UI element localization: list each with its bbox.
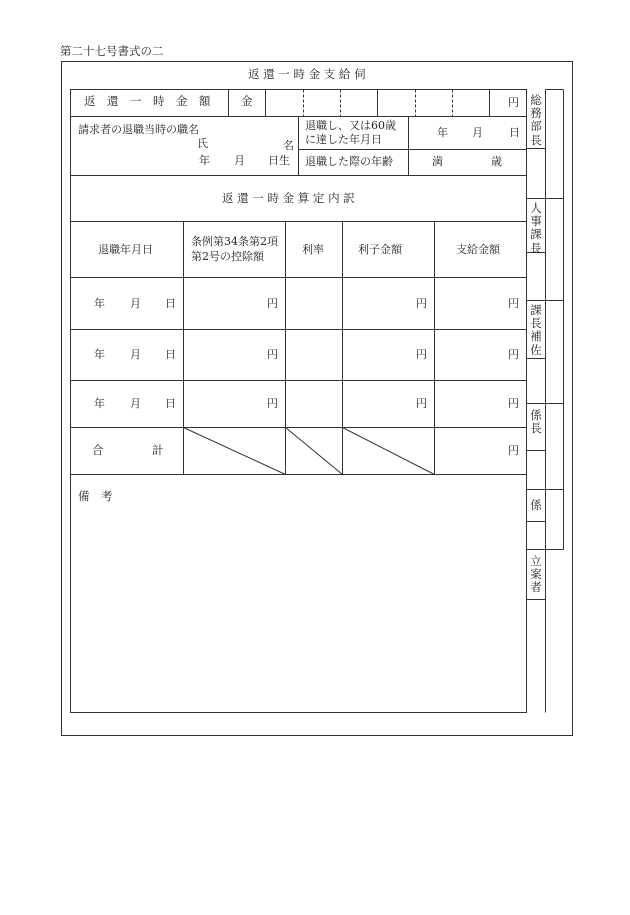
header-deduction-line1: 条例第34条第2項 (191, 235, 278, 248)
remarks-label: 備 考 (78, 489, 113, 503)
row2-day: 日 (165, 348, 176, 361)
header-retire-date: 退職年月日 (98, 243, 153, 256)
drafter-label: 立案者 (530, 554, 542, 595)
age-label: 退職した際の年齢 (305, 155, 393, 168)
row1-deduction-unit: 円 (267, 297, 278, 310)
row2-month: 月 (130, 348, 141, 361)
row3-deduction-unit: 円 (267, 397, 278, 410)
retire60-year: 年 (437, 126, 448, 139)
total-label-left: 合 (92, 443, 104, 457)
form-id: 第二十七号書式の二 (60, 44, 164, 58)
row1-month: 月 (130, 297, 141, 310)
row2-interest-unit: 円 (416, 348, 427, 361)
row2-payment-unit: 円 (508, 348, 519, 361)
approval-assistant-section-chief: 課長補佐 (530, 303, 542, 357)
header-payment: 支給金額 (456, 243, 500, 256)
amount-label: 返 還 一 時 金 額 (84, 94, 211, 108)
row1-year: 年 (94, 297, 105, 310)
row3-year: 年 (94, 397, 105, 410)
approval-general-affairs-director: 総務部長 (530, 93, 542, 147)
approval-subsection-chief: 係長 (530, 408, 542, 436)
header-deduction-line2: 第2号の控除額 (191, 250, 264, 263)
row1-interest-unit: 円 (416, 297, 427, 310)
row1-payment-unit: 円 (508, 297, 519, 310)
form-title: 返 還 一 時 金 支 給 伺 (248, 67, 366, 81)
claimant-position-label: 請求者の退職当時の職名 (78, 123, 199, 136)
birth-month: 月 (234, 154, 245, 167)
age-suffix: 歳 (491, 155, 502, 168)
birth-year: 年 (199, 154, 210, 167)
total-unit: 円 (508, 444, 519, 457)
row2-year: 年 (94, 348, 105, 361)
row3-interest-unit: 円 (416, 397, 427, 410)
breakdown-title: 返 還 一 時 金 算 定 内 訳 (222, 191, 355, 205)
header-interest: 利子金額 (358, 243, 402, 256)
row3-payment-unit: 円 (508, 397, 519, 410)
row2-deduction-unit: 円 (267, 348, 278, 361)
total-label-right: 計 (152, 443, 164, 457)
header-rate: 利率 (302, 243, 324, 256)
approval-personnel-section-chief: 人事課長 (530, 201, 542, 255)
amount-prefix: 金 (241, 94, 253, 108)
age-prefix: 満 (432, 155, 443, 168)
amount-unit: 円 (508, 96, 519, 109)
approval-staff: 係 (530, 498, 542, 512)
row3-day: 日 (165, 397, 176, 410)
retire60-month: 月 (472, 126, 483, 139)
retire60-day: 日 (509, 126, 520, 139)
retire60-label-line2: に達した年月日 (305, 133, 382, 146)
birth-day: 日生 (268, 154, 290, 167)
claimant-name-left: 氏 (197, 137, 208, 150)
claimant-name-right: 名 (283, 139, 294, 152)
row3-month: 月 (130, 397, 141, 410)
row1-day: 日 (165, 297, 176, 310)
retire60-label-line1: 退職し、又は60歳 (305, 119, 396, 132)
